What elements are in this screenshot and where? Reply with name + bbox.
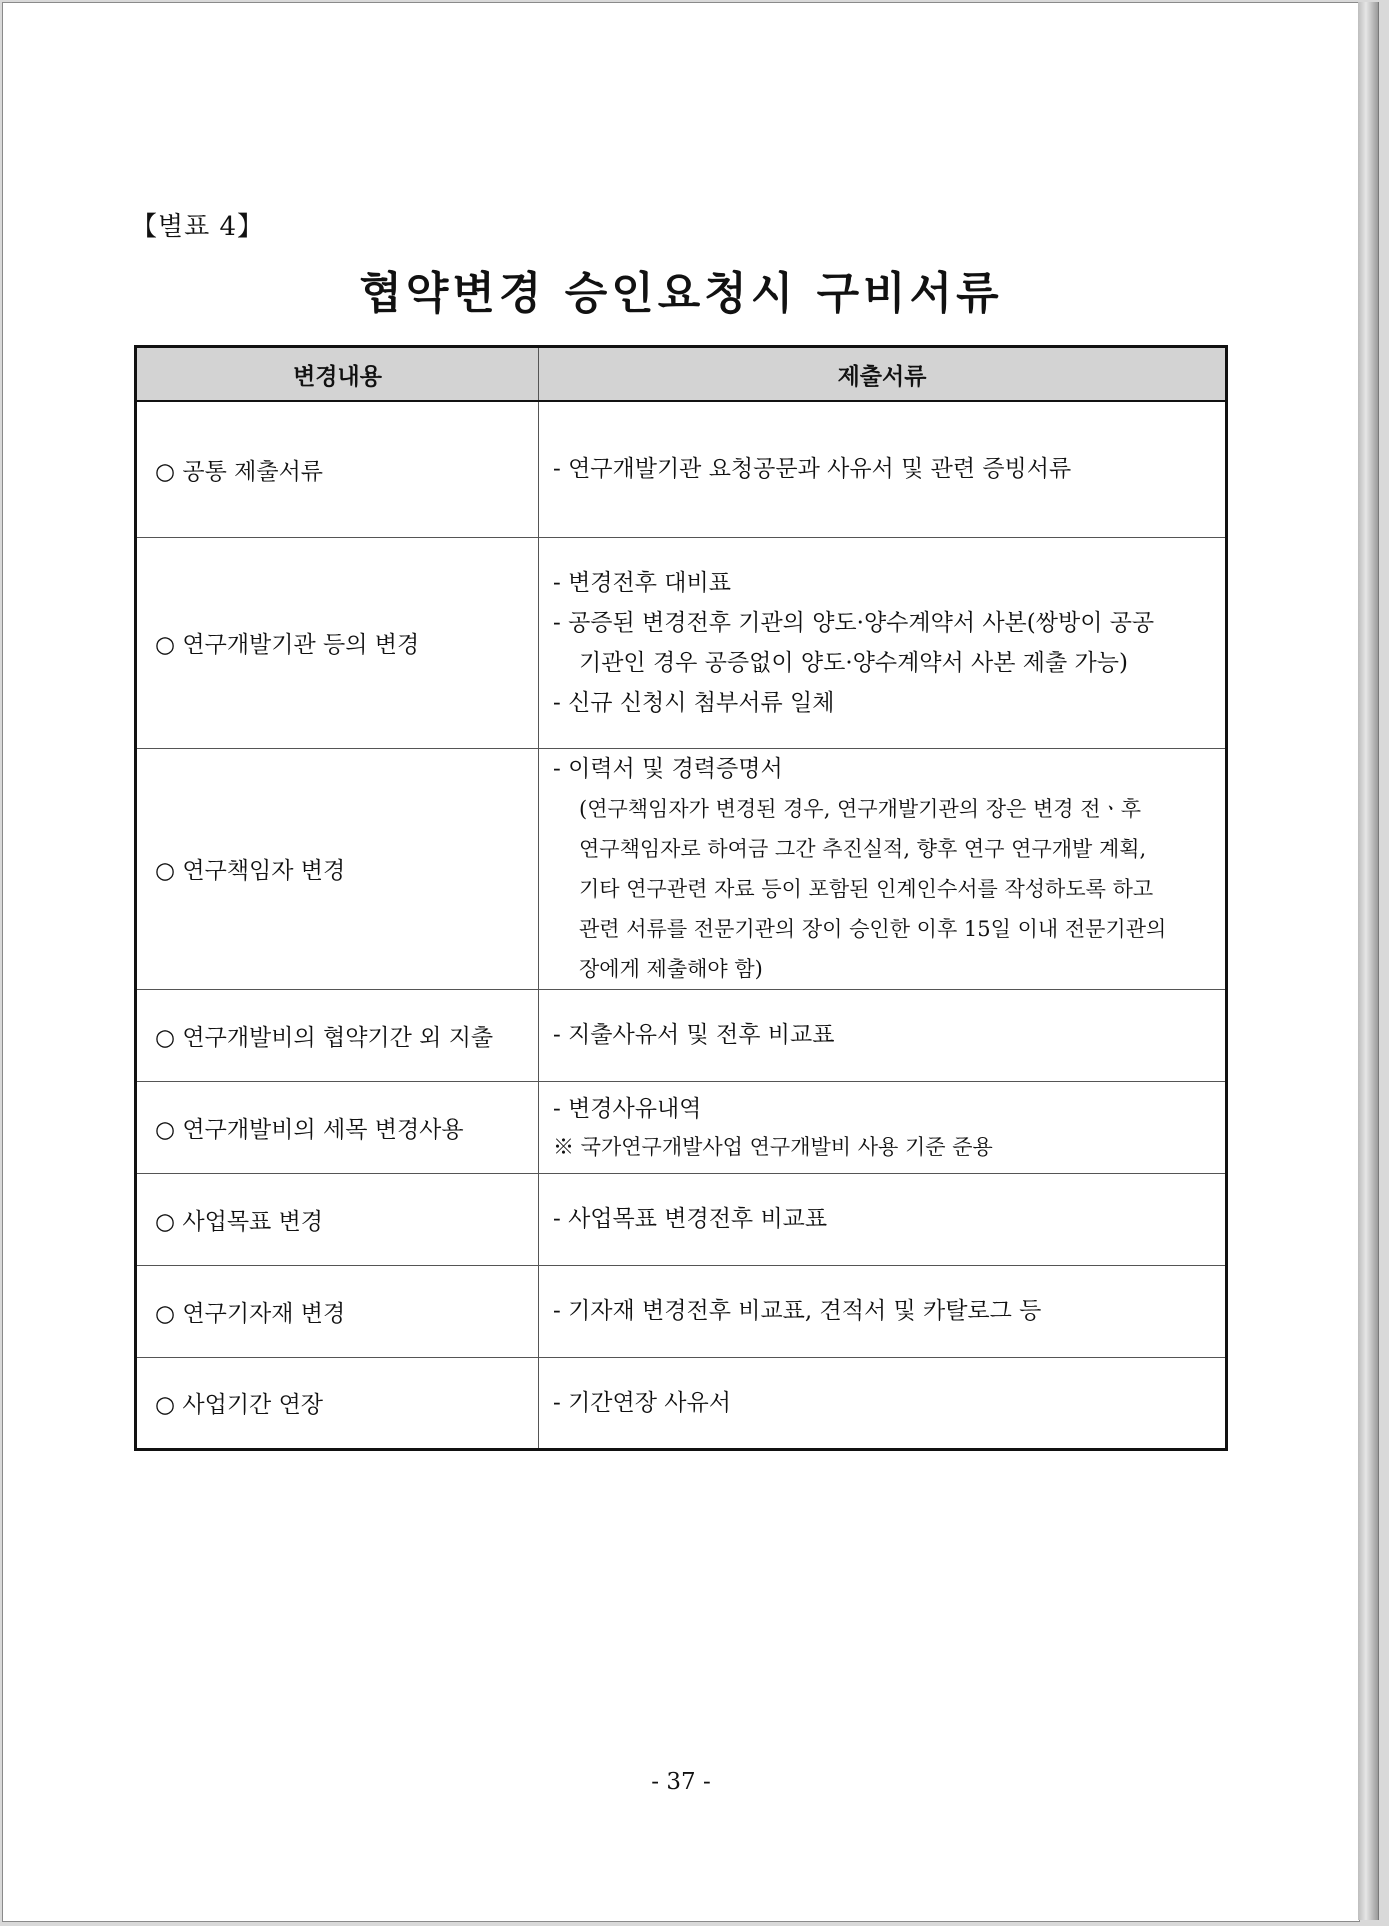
document-line: 기관인 경우 공증없이 양도·양수계약서 사본 제출 가능) bbox=[579, 649, 1128, 676]
document-line: - 지출사유서 및 전후 비교표 bbox=[553, 1022, 835, 1048]
table-row bbox=[136, 748, 1227, 989]
document-page bbox=[2, 2, 1360, 1922]
header-change: 변경내용 bbox=[136, 347, 539, 402]
change-cell: ○ 사업기간 연장 bbox=[136, 1357, 539, 1449]
document-line: - 신규 신청시 첨부서류 일체 bbox=[553, 689, 835, 716]
documents-cell bbox=[539, 1357, 1227, 1449]
change-cell: ○ 연구책임자 변경 bbox=[136, 748, 539, 989]
table-row bbox=[136, 401, 1227, 537]
documents-cell bbox=[539, 537, 1227, 748]
appendix-label: 【별표 4】 bbox=[131, 212, 265, 242]
document-line: (연구책임자가 변경된 경우, 연구개발기관의 장은 변경 전ㆍ후 bbox=[579, 796, 1142, 821]
page-number: - 37 - bbox=[651, 1769, 711, 1795]
document-line: 장에게 제출해야 함) bbox=[579, 956, 763, 981]
table-row bbox=[136, 1265, 1227, 1357]
table-row bbox=[136, 989, 1227, 1081]
documents-cell bbox=[539, 1265, 1227, 1357]
change-cell: ○ 연구개발비의 세목 변경사용 bbox=[136, 1081, 539, 1173]
document-line: ※ 국가연구개발사업 연구개발비 사용 기준 준용 bbox=[553, 1134, 993, 1159]
header-documents: 제출서류 bbox=[539, 347, 1227, 402]
documents-cell bbox=[539, 401, 1227, 537]
document-line: 연구책임자로 하여금 그간 추진실적, 향후 연구 연구개발 계획, bbox=[579, 836, 1147, 861]
table-row bbox=[136, 1081, 1227, 1173]
document-line: - 사업목표 변경전후 비교표 bbox=[553, 1206, 828, 1232]
document-line: - 변경전후 대비표 bbox=[553, 569, 731, 596]
change-cell: ○ 연구개발기관 등의 변경 bbox=[136, 537, 539, 748]
table-row bbox=[136, 537, 1227, 748]
document-line: 관련 서류를 전문기관의 장이 승인한 이후 15일 이내 전문기관의 bbox=[579, 916, 1167, 941]
change-cell: ○ 연구개발비의 협약기간 외 지출 bbox=[136, 989, 539, 1081]
page-edge-shadow bbox=[1358, 2, 1379, 1920]
document-line: - 연구개발기관 요청공문과 사유서 및 관련 증빙서류 bbox=[553, 456, 1072, 483]
documents-cell bbox=[539, 748, 1227, 989]
table-row bbox=[136, 1357, 1227, 1449]
change-cell: ○ 공통 제출서류 bbox=[136, 401, 539, 537]
document-line: - 기간연장 사유서 bbox=[553, 1389, 731, 1416]
document-title: 협약변경 승인요청시 구비서류 bbox=[359, 268, 1003, 319]
document-line: 기타 연구관련 자료 등이 포함된 인계인수서를 작성하도록 하고 bbox=[579, 876, 1154, 901]
change-cell: ○ 연구기자재 변경 bbox=[136, 1265, 539, 1357]
documents-cell bbox=[539, 1173, 1227, 1265]
document-line: - 공증된 변경전후 기관의 양도·양수계약서 사본(쌍방이 공공 bbox=[553, 609, 1155, 636]
document-line: - 이력서 및 경력증명서 bbox=[553, 755, 783, 782]
documents-cell bbox=[539, 989, 1227, 1081]
document-line: - 기자재 변경전후 비교표, 견적서 및 카탈로그 등 bbox=[553, 1298, 1042, 1324]
change-cell: ○ 사업목표 변경 bbox=[136, 1173, 539, 1265]
required-documents-table bbox=[134, 345, 1228, 1451]
documents-cell bbox=[539, 1081, 1227, 1173]
table-header-row bbox=[136, 347, 1227, 402]
table-row bbox=[136, 1173, 1227, 1265]
document-line: - 변경사유내역 bbox=[553, 1095, 702, 1122]
